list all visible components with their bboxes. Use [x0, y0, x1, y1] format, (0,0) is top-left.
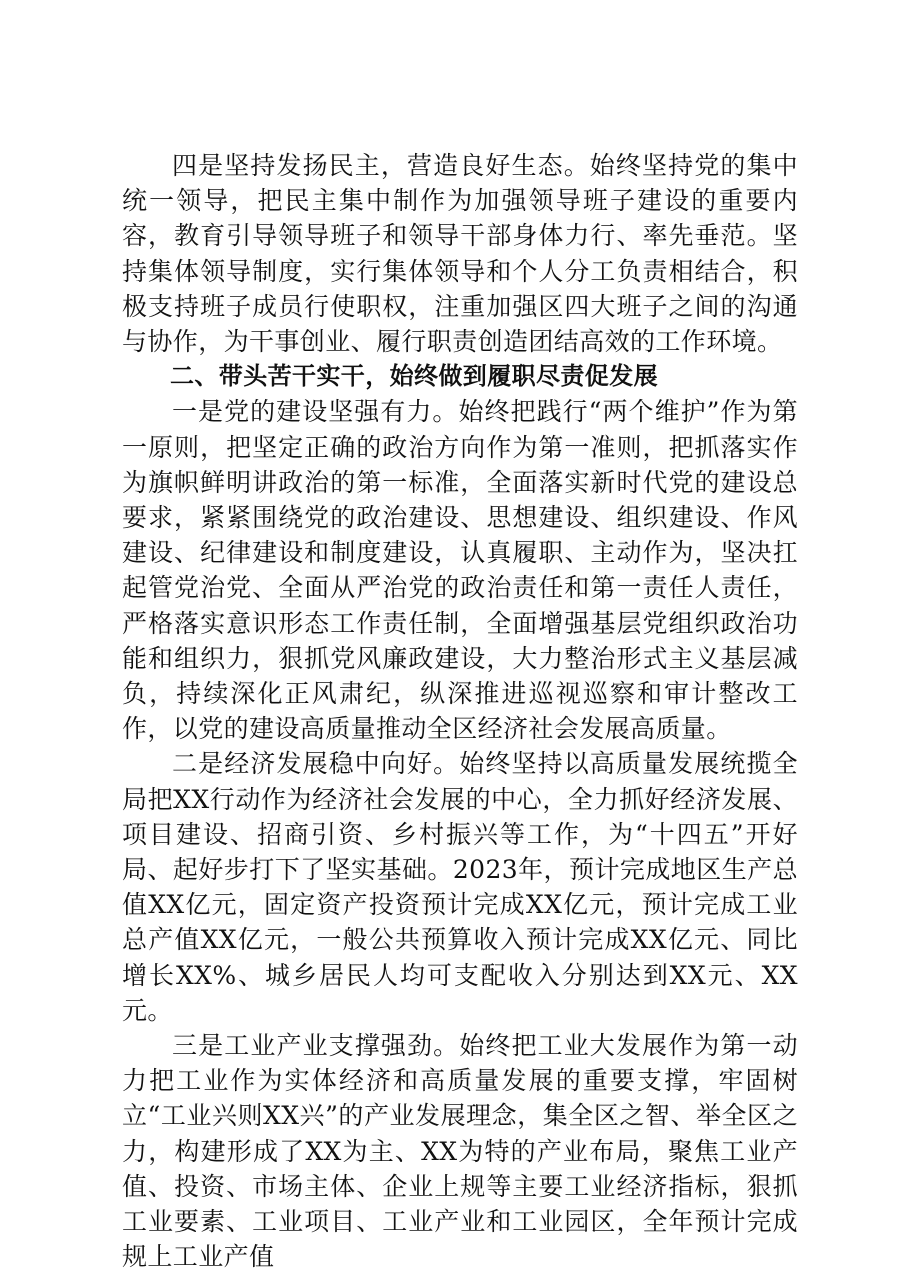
paragraph-party-building: 一是党的建设坚强有力。始终把践行“两个维护”作为第一原则，把坚定正确的政治方向作为第一准则，把抓落实作为旗帜鲜明讲政治的第一标准，全面落实新时代党的建设总要求，紧紧围绕党的政治建设、思想建设、组织建设、作风建设、纪律建设和制度建设，认真履职、主动作为，坚决扛起管党治党、全面从严治党的政治责任和第一责任人责任，严格落实意识形态工作责任制，全面增强基层党组织政治功能和组织力，狠抓党风廉政建设，大力整治形式主义基层减负，持续深化正风肃纪，纵深推进巡视巡察和审计整改工作，以党的建设高质量推动全区经济社会发展高质量。	[122, 397, 798, 744]
paragraph-economic-development: 二是经济发展稳中向好。始终坚持以高质量发展统揽全局把XX行动作为经济社会发展的中心，全力抓好经济发展、项目建设、招商引资、乡村振兴等工作，为“十四五”开好局、起好步打下了坚实基础。2023年，预计完成地区生产总值XX亿元，固定资产投资预计完成XX亿元，预计完成工业总产值XX亿元，一般公共预算收入预计完成XX亿元、同比增长XX%、城乡居民人均可支配收入分别达到XX元、XX元。	[122, 749, 798, 1025]
document-page	[122, 148, 798, 1275]
section-heading: 二、带头苦干实干，始终做到履职尽责促发展	[170, 362, 658, 391]
paragraph-industry-support: 三是工业产业支撑强劲。始终把工业大发展作为第一动力把工业作为实体经济和高质量发展的重要支撑，牢固树立“工业兴则XX兴”的产业发展理念，集全区之智、举全区之力，构建形成了XX为主、XX为特的产业布局，聚焦工业产值、投资、市场主体、企业上规等主要工业经济指标，狠抓工业要素、工业项目、工业产业和工业园区，全年预计完成规上工业产值	[122, 1031, 798, 1272]
paragraph-democracy: 四是坚持发扬民主，营造良好生态。始终坚持党的集中统一领导，把民主集中制作为加强领导班子建设的重要内容，教育引导领导班子和领导干部身体力行、率先垂范。坚持集体领导制度，实行集体领导和个人分工负责相结合，积极支持班子成员行使职权，注重加强区四大班子之间的沟通与协作，为干事创业、履行职责创造团结高效的工作环境。	[122, 151, 798, 357]
